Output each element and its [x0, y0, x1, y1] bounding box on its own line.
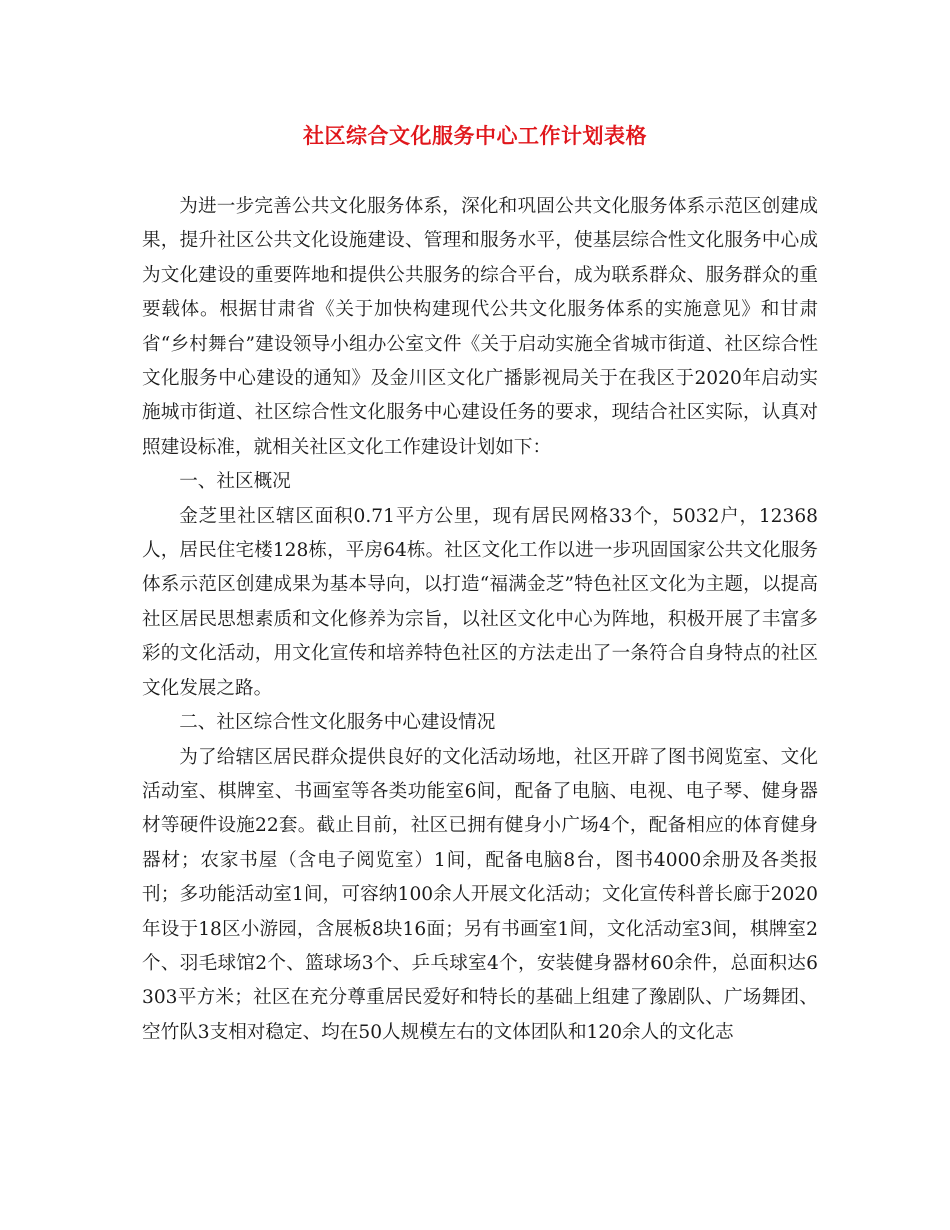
construction-paragraph: 为了给辖区居民群众提供良好的文化活动场地，社区开辟了图书阅览室、文化活动室、棋牌室、书画室等各类功能室6间，配备了电脑、电视、电子琴、健身器材等硬件设施22套。截止目前，社区已拥有健身小广场4个，配备相应的体育健身器材；农家书屋（含电子阅览室）1间，配备电脑8台，图书4000余册及各类报刊；多功能活动室1间，可容纳100余人开展文化活动；文化宣传科普长廊于2020年设于18区小游园，含展板8块16面；另有书画室1间，文化活动室3间，棋牌室2个、羽毛球馆2个、篮球场3个、乒乓球室4个，安装健身器材60余件，总面积达6303平方米；社区在充分尊重居民爱好和特长的基础上组建了豫剧队、广场舞团、空竹队3支相对稳定、均在50人规模左右的文体团队和120余人的文化志 — [142, 746, 818, 1043]
section-heading-construction: 二、社区综合性文化服务中心建设情况 — [179, 712, 496, 734]
section-heading-overview: 一、社区概况 — [179, 471, 291, 493]
document-body — [142, 190, 818, 1050]
document-title: 社区综合文化服务中心工作计划表格 — [303, 124, 647, 148]
overview-paragraph: 金芝里社区辖区面积0.71平方公里，现有居民网格33个，5032户，12368人，居民住宅楼128栋，平房64栋。社区文化工作以进一步巩固国家公共文化服务体系示范区创建成果为基本导向，以打造“福满金芝”特色社区文化为主题，以提高社区居民思想素质和文化修养为宗旨，以社区文化中心为阵地，积极开展了丰富多彩的文化活动，用文化宣传和培养特色社区的方法走出了一条符合自身特点的社区文化发展之路。 — [142, 505, 818, 699]
intro-paragraph: 为进一步完善公共文化服务体系，深化和巩固公共文化服务体系示范区创建成果，提升社区公共文化设施建设、管理和服务水平，使基层综合性文化服务中心成为文化建设的重要阵地和提供公共服务的综合平台，成为联系群众、服务群众的重要载体。根据甘肃省《关于加快构建现代公共文化服务体系的实施意见》和甘肃省“乡村舞台”建设领导小组办公室文件《关于启动实施全省城市街道、社区综合性文化服务中心建设的通知》及金川区文化广播影视局关于在我区于2020年启动实施城市街道、社区综合性文化服务中心建设任务的要求，现结合社区实际，认真对照建设标准，就相关社区文化工作建设计划如下： — [142, 196, 818, 458]
